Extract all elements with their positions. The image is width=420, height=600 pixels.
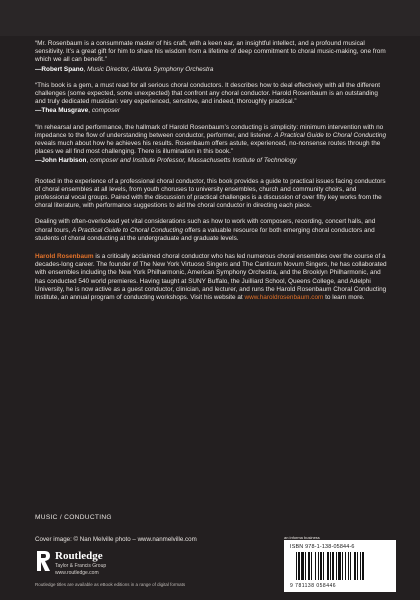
description-paragraph-1: Rooted in the experience of a professional choral conductor, this book provides a guide to practical issues facing conductors of choral ensembles at all levels, from youth choruses to university ensembles, church and community choirs, and professional vocal groups. Paired with the discussion of practical challenges is a discussion of over fifty key works from the choral literature, with performance suggestions to aid the choral conductor in directing each piece. [35, 177, 386, 210]
subject-category: MUSIC / CONDUCTING [35, 514, 112, 521]
author-name: Harold Rosenbaum [35, 253, 94, 261]
ebook-note: Routledge titles are available as eBook editions in a range of digital formats [35, 582, 186, 587]
barcode-icon [296, 552, 388, 580]
informa-label: an informa business [284, 535, 320, 540]
author-website-link[interactable]: www.haroldrosenbaum.com [244, 294, 324, 302]
quote-text: “In rehearsal and performance, the hallmark of Harold Rosenbaum’s conducting is simplicity: minimum intervention with no impedance to the flow of understanding between conductor, performer, and listener. A Practical Guide to Choral Conducting reveals much about how he achieves his results. Rosenbaum offers astute, experienced, no-nonsense routes through the places we all find most challenging. There is illumination in this book.” [35, 123, 387, 156]
main-content [35, 40, 387, 309]
publisher-logo [35, 550, 145, 576]
publisher-name: Routledge [55, 550, 103, 562]
publisher-group: Taylor & Francis Group [55, 563, 107, 569]
top-strip [0, 0, 420, 36]
quote-text: “Mr. Rosenbaum is a consummate master of his craft, with a keen ear, an insightful intellect, and a profound musical sensitivity. It’s a great gift for him to share his wisdom from a lifetime of deep commitment to choral music-making, one from which we all can benefit.” [35, 40, 386, 64]
routledge-logo-icon [35, 550, 51, 572]
endorser-name: Robert Spano [41, 65, 84, 73]
endorser-name: John Harbison [41, 157, 87, 165]
publisher-url[interactable]: www.routledge.com [55, 570, 99, 576]
endorsement-quote-2 [35, 82, 387, 116]
endorser-role: composer [91, 107, 121, 115]
quote-attribution: —John Harbison, composer and Institute Professor, Massachusetts Institute of Technology [35, 157, 297, 165]
endorser-role: composer and Institute Professor, Massachusetts Institute of Technology [90, 157, 297, 165]
cover-image-credit: Cover image: © Nan Melville photo – www.nanmelville.com [35, 536, 197, 543]
endorsement-quote-1 [35, 40, 387, 74]
endorsement-quote-3 [35, 124, 387, 166]
book-title: A Practical Guide to Choral Conducting [274, 131, 387, 139]
barcode-number: 9 781138 058446 [290, 583, 337, 589]
author-bio: Harold Rosenbaum is a critically acclaimed choral conductor who has led numerous choral ensembles over the course of a decades-long career. The founder of The New York Virtuoso Singers and The Canticum Novum Singers, he has collaborated with ensembles including the New York Philharmonic, American Symphony Orchestra, and the Brooklyn Philharmonic, and has conducted 540 world premieres. Having taught at SUNY Buffalo, the Juilliard School, Queens College, and Adelphi University, he is now active as a guest conductor, clinician, and lecturer, and runs the Harold Rosenbaum Choral Conducting Institute, an annual program of conducting workshops. Visit his website at www.haroldrosenbaum.com to learn more. [35, 253, 387, 302]
description-paragraph-2: Dealing with often-overlooked yet vital considerations such as how to work with composers, recording, concert halls, and choral tours, A Practical Guide to Choral Conducting offers a valuable resource for both emerging choral conductors and students of choral conducting at the undergraduate and graduate levels. [35, 218, 376, 242]
quote-text: “This book is a gem, a must read for all serious choral conductors. It describes how to deal effectively with all the different challenges (some expected, some unexpected) that confront any choral conductor. Harold Rosenbaum is an outstanding and truly dedicated musician: very experienced, sensitive, and indeed, thoroughly practical.” [35, 81, 381, 106]
endorser-name: Thea Musgrave [41, 107, 89, 115]
quote-attribution: —Robert Spano, Music Director, Atlanta Symphony Orchestra [35, 65, 214, 73]
book-title: A Practical Guide to Choral Conducting [71, 226, 183, 234]
isbn-text: ISBN 978-1-138-05844-6 [290, 544, 355, 550]
quote-attribution: —Thea Musgrave, composer [35, 107, 121, 115]
endorser-role: Music Director, Atlanta Symphony Orchestra [87, 65, 214, 73]
